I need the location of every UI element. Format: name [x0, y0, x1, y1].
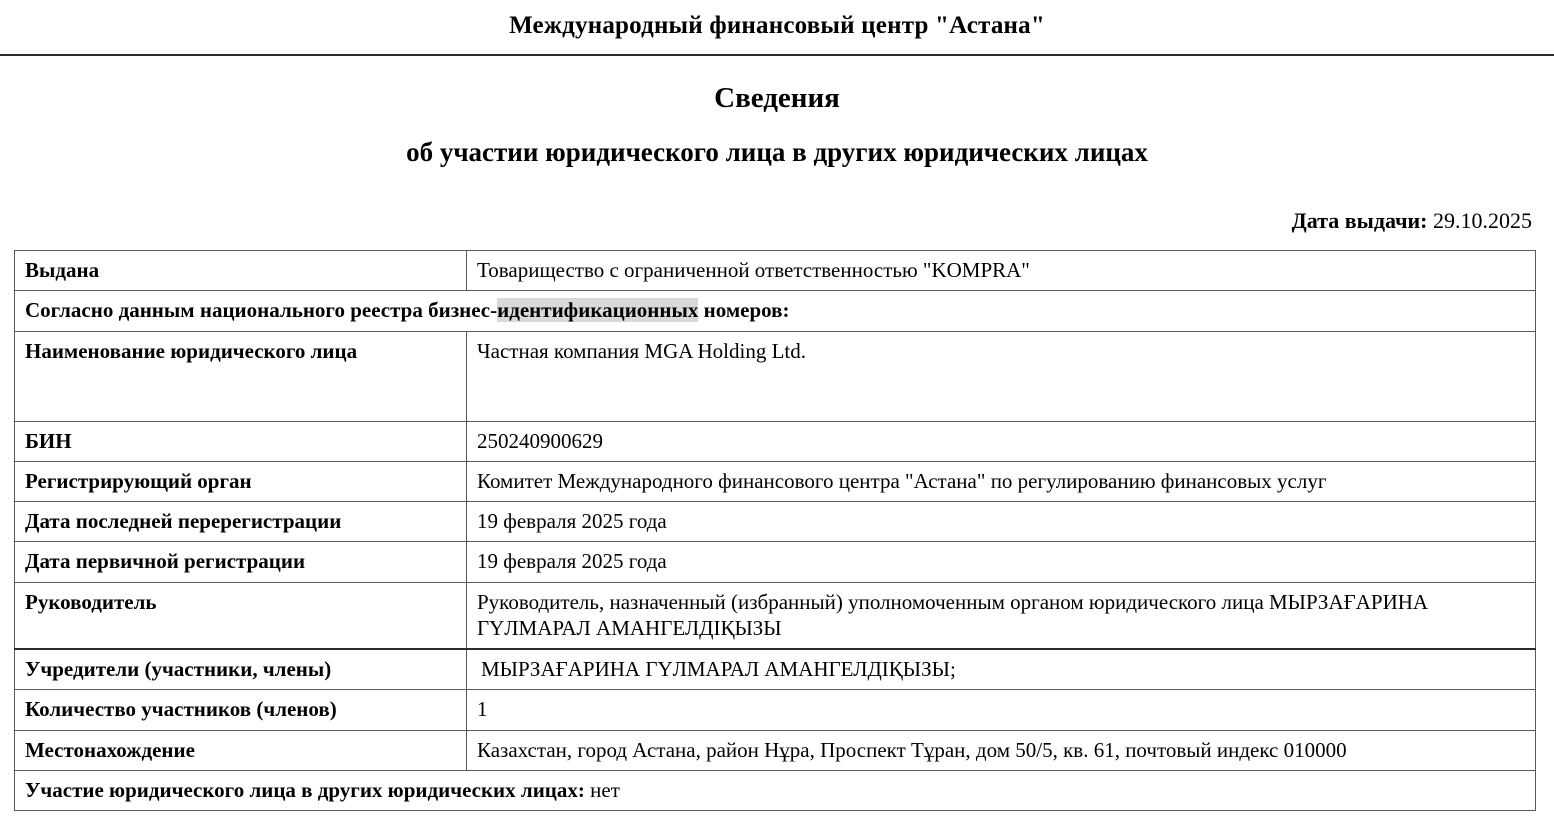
table-row: [15, 542, 1536, 582]
info-table-wrapper: [0, 250, 1554, 811]
table-row: [15, 291, 1536, 331]
header-divider: [0, 54, 1554, 56]
table-row: [15, 582, 1536, 649]
table-row: [15, 649, 1536, 690]
registry-note-highlight: идентификационных: [497, 298, 699, 323]
last-reregistration-label: Дата последней перерегистрации: [15, 502, 467, 542]
table-row: [15, 331, 1536, 421]
bin-label: БИН: [15, 421, 467, 461]
issued-to-label: Выдана: [15, 251, 467, 291]
initial-registration-label: Дата первичной регистрации: [15, 542, 467, 582]
issued-to-value: Товарищество с ограниченной ответственностью "KOMPRA": [467, 251, 1536, 291]
table-row: [15, 690, 1536, 730]
participation-label: Участие юридического лица в других юридических лицах:: [25, 777, 585, 802]
bin-value: 250240900629: [467, 421, 1536, 461]
organization-header: Международный финансовый центр "Астана": [509, 12, 1045, 39]
table-row: [15, 770, 1536, 810]
info-table: [14, 250, 1536, 811]
registry-note: [15, 291, 1536, 331]
location-label: Местонахождение: [15, 730, 467, 770]
table-row: [15, 730, 1536, 770]
table-row: [15, 502, 1536, 542]
participation-row: [15, 770, 1536, 810]
director-value: Руководитель, назначенный (избранный) уполномоченным органом юридического лица МЫРЗАҒАРИНА ГҮЛМАРАЛ АМАНГЕЛДІҚЫЗЫ: [467, 582, 1536, 649]
issue-date-value: 29.10.2025: [1433, 208, 1532, 233]
last-reregistration-value: 19 февраля 2025 года: [467, 502, 1536, 542]
initial-registration-value: 19 февраля 2025 года: [467, 542, 1536, 582]
participants-count-label: Количество участников (членов): [15, 690, 467, 730]
table-row: [15, 251, 1536, 291]
table-row: [15, 461, 1536, 501]
entity-name-label: Наименование юридического лица: [15, 331, 467, 421]
registry-note-prefix: Согласно данным национального реестра бизнес-: [25, 298, 498, 323]
director-label: Руководитель: [15, 582, 467, 649]
issue-date-label: Дата выдачи:: [1291, 208, 1428, 233]
participation-value: нет: [590, 777, 620, 802]
location-value: Казахстан, город Астана, район Нұра, Проспект Тұран, дом 50/5, кв. 61, почтовый индекс 010000: [467, 730, 1536, 770]
document-title: Сведения: [714, 82, 840, 114]
participants-count-value: 1: [467, 690, 1536, 730]
document-subtitle: об участии юридического лица в других юридических лицах: [406, 137, 1148, 167]
table-row: [15, 421, 1536, 461]
entity-name-value: Частная компания MGA Holding Ltd.: [467, 331, 1536, 421]
registering-body-value: Комитет Международного финансового центра "Астана" по регулированию финансовых услуг: [467, 461, 1536, 501]
registering-body-label: Регистрирующий орган: [15, 461, 467, 501]
issue-date: [0, 208, 1554, 234]
founders-value: МЫРЗАҒАРИНА ГҮЛМАРАЛ АМАНГЕЛДІҚЫЗЫ;: [467, 649, 1536, 690]
registry-note-suffix: номеров:: [698, 298, 790, 323]
founders-label: Учредители (участники, члены): [15, 649, 467, 690]
